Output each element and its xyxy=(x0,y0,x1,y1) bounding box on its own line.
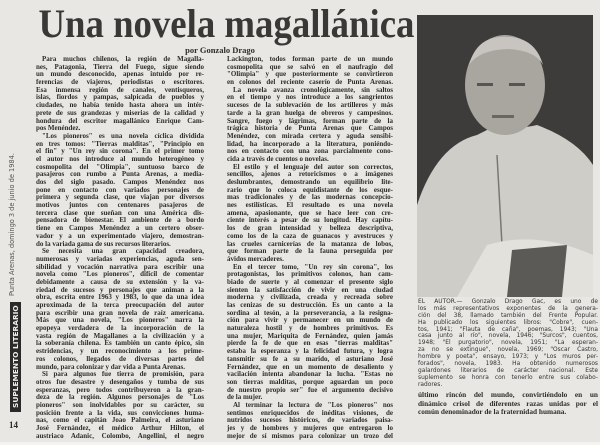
text-line: novela como "Los pioneros", difícil de comentar xyxy=(36,270,204,279)
text-line: islas, fiordos y pampas, salpicada de pueblos y xyxy=(36,93,204,102)
text-line: Ha publicado los siguientes libros: "Cobre", cuen- xyxy=(418,319,598,326)
text-line: los de gran intensidad y belleza descriptiva, xyxy=(227,224,393,233)
text-line: posición frente a la vida, sus convicciones huma- xyxy=(36,408,204,417)
text-line: las crueles carnicerías de la matanza de lobos, xyxy=(227,239,393,248)
text-line: Esa inmensa región de canales, ventisqueros, xyxy=(36,85,204,94)
article-column-1 xyxy=(36,56,204,440)
text-line: EL AUTOR.— Gonzalo Drago Gac, es uno de xyxy=(418,299,598,305)
text-line: rario que lo coloca equidistante de los esque- xyxy=(227,185,393,194)
text-line: jes y de hombres y mujeres que entregaron lo xyxy=(227,424,393,432)
author-photo xyxy=(417,15,593,297)
article-title: Una novela magallánica xyxy=(38,1,415,46)
text-line: En el tercer tomo, "Un rey sin corona", los xyxy=(233,262,393,271)
text-line: José Fernández, el médico Arthur Hilton, el xyxy=(36,424,204,432)
text-line: Menéndez, con mirada certera y aguda sensibi- xyxy=(227,131,393,140)
text-line: prete de sus grandezas y miserias de la calidad y xyxy=(36,108,204,117)
text-line: debidamente a causa de su extensión y la va- xyxy=(36,277,204,286)
dateline: Punta Arenas, domingo 3 de junio de 1984. xyxy=(8,153,16,296)
text-line: las cenizas de su destrucción. Es un canto a la xyxy=(227,301,393,309)
text-line: tiene en Campos Menéndez a un certero obser- xyxy=(36,224,204,233)
text-line: do la variada gama de sus recursos literarios. xyxy=(36,239,171,248)
text-line: dinámico crisol de diferentes razas unidas por el xyxy=(418,398,598,408)
text-line: son tierras malditas, porque aguardan un poco xyxy=(227,377,393,386)
text-line: en el tiempo y nos introduce a los sangrientos xyxy=(227,93,393,102)
text-line: estaba la esperanza y la felicidad futura, y logra xyxy=(227,347,393,356)
text-line: sentimos enriquecidos de inéditas visiones, de xyxy=(227,408,393,417)
text-line: trágica historia de Punta Arenas que Campos xyxy=(227,124,393,133)
text-line: galardones literarios de carácter nacional. Este xyxy=(418,367,598,374)
text-line: una mujer, Mariquita de Fernández, quien jamás xyxy=(227,331,393,340)
page-number: 14 xyxy=(9,420,18,430)
text-line: cosmopolita del "Olimpia", suntuoso barco de xyxy=(36,162,204,171)
text-line: austriaco Adanic, Colombo, Angellini, el negro xyxy=(36,431,204,440)
text-line: como los de la caza de guanacos y avestruces y xyxy=(227,231,393,240)
text-line: el fin" y "Un rey sin corona". En el primer tomo xyxy=(36,147,204,156)
text-line: ción para vivir y permanecer en un mundo de xyxy=(227,316,393,325)
text-line: El estilo y el lenguaje del autor son correctos, xyxy=(233,162,393,171)
text-line: sibilidad y vocación narrativa para escribir una xyxy=(36,262,204,271)
text-line: "Los pioneros" es una novela cíclica dividida xyxy=(42,131,204,140)
text-line: esperanzas, pero todos contribuyeron a la gran- xyxy=(36,385,204,394)
text-line: Fernández, que en un momento de desaliento y xyxy=(227,362,393,371)
text-line: ros colonos, llegados de diversas partes del xyxy=(36,354,204,363)
text-line: Más que una novela, "Los pioneros" narra la xyxy=(36,316,204,325)
text-line: otros fue desastre y desengaños y tumba de sus xyxy=(36,377,204,386)
article-column-2 xyxy=(227,56,393,440)
text-line: ferencias de viajeros, periodistas o escritores. xyxy=(36,78,204,87)
text-line: primera y segunda clase, que viajan por diversos xyxy=(36,193,204,202)
text-line: la soberanía chilena. Es también un canto épico, sin xyxy=(36,339,204,348)
text-line: para escribir una gran novela de raíz americana. xyxy=(36,308,204,317)
text-line: obra, escrita entre 1963 y 1983, lo que da una idea xyxy=(36,293,204,302)
text-line: Sangre, fuego y lágrimas, forman parte de la xyxy=(227,116,393,125)
text-line: de nuestro propio ser" fue el argumento decisivo xyxy=(227,385,393,394)
text-line: el autor nos introduce al mundo heterogéneo y xyxy=(36,154,204,163)
text-line: nas, como el capitán Joao Palmeira, el asturiano xyxy=(36,416,204,425)
text-line: estridencias, y un reconocimiento a los prime- xyxy=(36,347,204,356)
text-line: pioneros" son inolvidables por su carácter, su xyxy=(36,400,204,409)
text-line: un mundo desconocido, apenas intuido por re- xyxy=(36,70,204,79)
text-line: pone en contacto con variados personajes de xyxy=(36,185,204,194)
text-line: pos Menéndez. xyxy=(36,124,81,133)
text-line: tarde a la gran huelga de obreros y campesinos. xyxy=(227,108,393,117)
text-line: tansmitir su fe a su marido, el asturiano José xyxy=(227,354,393,363)
photo-caption xyxy=(418,299,598,389)
section-label: SUPLEMENTO LITERARIO xyxy=(10,302,21,412)
text-line: último rincón del mundo, convirtiéndolo en un xyxy=(418,390,598,399)
text-line: sucesos de la sublevación de los artilleros y más xyxy=(227,101,393,110)
text-line: radores. xyxy=(418,381,443,388)
article-column-3 xyxy=(418,391,598,417)
text-line: pensadora de bienestar. El ambiente de a bordo xyxy=(36,216,204,225)
text-line: riedad de sucesos y personajes que animan a la xyxy=(36,285,204,294)
text-line: nes, Patagonia, Tierra del Fuego, sigue siendo xyxy=(36,62,204,71)
text-line: moderna y civilizada, creada y recreada sobre xyxy=(227,293,393,302)
text-line: de la mujer. xyxy=(227,393,263,402)
text-line: pasajeros con rumbo a Punta Arenas, a media- xyxy=(36,170,204,179)
article-title-box xyxy=(22,1,415,46)
page-sidebar xyxy=(0,0,34,445)
text-line: aproximada de la terca preocupación del autor xyxy=(36,301,204,309)
text-line: común denominador de la fraternidad humana. xyxy=(418,407,567,417)
text-line: Si para algunos fue tierra de promisión, para xyxy=(42,370,204,379)
text-line: ciudades, no había tenido hasta ahora un intér- xyxy=(36,101,204,110)
text-line: protagonistas, los primitivos colonos, han cam- xyxy=(227,270,393,279)
text-line: "Olimpia" y que posteriormente se convirtieron xyxy=(227,70,393,79)
text-line: cida a través de cuentos o novelas. xyxy=(227,154,329,163)
text-line: lidad, ha incorporado a la literatura, poniéndo- xyxy=(227,139,393,148)
text-line: suplemento se honra con tenerlo entre sus colabo- xyxy=(418,374,598,381)
text-line: en colonos del reciente caserío de Punta Arenas. xyxy=(227,78,393,87)
text-line: deza de la región. Algunos personajes de "Los xyxy=(36,393,204,402)
text-line: Para muchos chilenos, la región de Magalla- xyxy=(42,55,204,63)
text-line: nes estilísticas. El resultado es una novela xyxy=(227,201,393,210)
text-line: en tres tomos: "Tierras malditas", "Principio en xyxy=(36,139,204,148)
text-line: hombre y poeta", ensayo, 1973; y "Los muros per- xyxy=(418,354,598,361)
text-line: deslumbrantes, demostrando un equilibrio lite- xyxy=(227,178,393,186)
article-byline: por Gonzalo Drago xyxy=(185,45,255,55)
text-line: dos del siglo pasado. Campos Menéndez nos xyxy=(36,178,204,186)
text-line: za no se extingue", novela, 1969; "Oscar Castro, xyxy=(418,347,598,354)
text-line: mundo, para colonizar y dar vida a Punta Arenas. xyxy=(36,362,185,371)
text-line: cosmopolita que se salvó en el naufragio del xyxy=(227,62,393,71)
text-line: Al terminar la lectura de "Los pioneros" nos xyxy=(233,400,393,409)
text-line: sienten la satisfacción de vivir en una ciudad xyxy=(227,285,393,294)
text-line: vador y a un experimentado viajero, demostran- xyxy=(36,231,204,240)
text-line: forados", novela, 1983. Ha obtenido numerosos xyxy=(418,361,598,368)
text-line: sencillos, ajenos a retoricismos o a imágenes xyxy=(227,170,393,179)
text-line: numerosas y variadas experiencias, aguda sen- xyxy=(36,254,204,263)
text-line: casa junto al río", novela, 1946; "Surcos", cuentos, xyxy=(418,333,598,340)
text-line: Se necesita una gran capacidad creadora, xyxy=(42,247,204,256)
text-line: 1948; "El purgatorio", novela, 1951; "La esperan- xyxy=(418,340,598,347)
text-line: epopeya verdadera de la incorporación de la xyxy=(36,324,204,333)
text-line: mejor de sí mismos para colonizar un trozo del xyxy=(227,431,393,440)
text-line: que forman parte de la fauna perseguida por xyxy=(227,247,393,256)
text-line: ciente interés a pesar de su longitud. Hay capítu- xyxy=(227,216,393,225)
text-line: tercera clase que sueñan con una América dis- xyxy=(36,208,204,217)
text-line: naturaleza hostil y de hombres primitivos. Es xyxy=(227,324,393,333)
author-portrait-image xyxy=(417,15,593,297)
text-line: Lackington, todos forman parte de un mundo xyxy=(227,55,393,63)
text-line: tos, 1941; "Flauta de caña", poemas, 1943; "Una xyxy=(418,326,598,333)
text-line: biado de suerte y al comenzar el presente siglo xyxy=(227,277,393,286)
text-line: sordina al tesón, a la perseverancia, a la resigna- xyxy=(227,308,393,317)
text-line: motivos juntos con centenares pasajeros de xyxy=(36,201,204,210)
text-line: pierde la fe de que en esas "tierras malditas" xyxy=(227,339,393,348)
text-line: amena, apasionante, que se hace leer con cre- xyxy=(227,208,393,217)
text-line: La novela avanza cronológicamente, sin saltos xyxy=(233,85,393,94)
text-line: mas tradicionales y de las modernas concepcio- xyxy=(227,193,393,202)
text-line: ción del 38, llamado también del Frente Popular. xyxy=(418,312,598,319)
text-line: ávidos mercaderes. xyxy=(227,254,284,263)
text-line: vasta región de Magallanes a la civilización y a xyxy=(36,331,204,340)
text-line: los más representativos exponentes de la genera- xyxy=(418,305,598,312)
text-line: vacilación intenta abandonar la lucha. "Estas no xyxy=(227,370,393,379)
text-line: nos en contacto con una zona parcialmente cono- xyxy=(227,147,393,156)
text-line: hondura del escritor magallánico Enrique Cam- xyxy=(36,116,204,125)
text-line: nutridos sucesos históricos, de variados paisa- xyxy=(227,416,393,425)
